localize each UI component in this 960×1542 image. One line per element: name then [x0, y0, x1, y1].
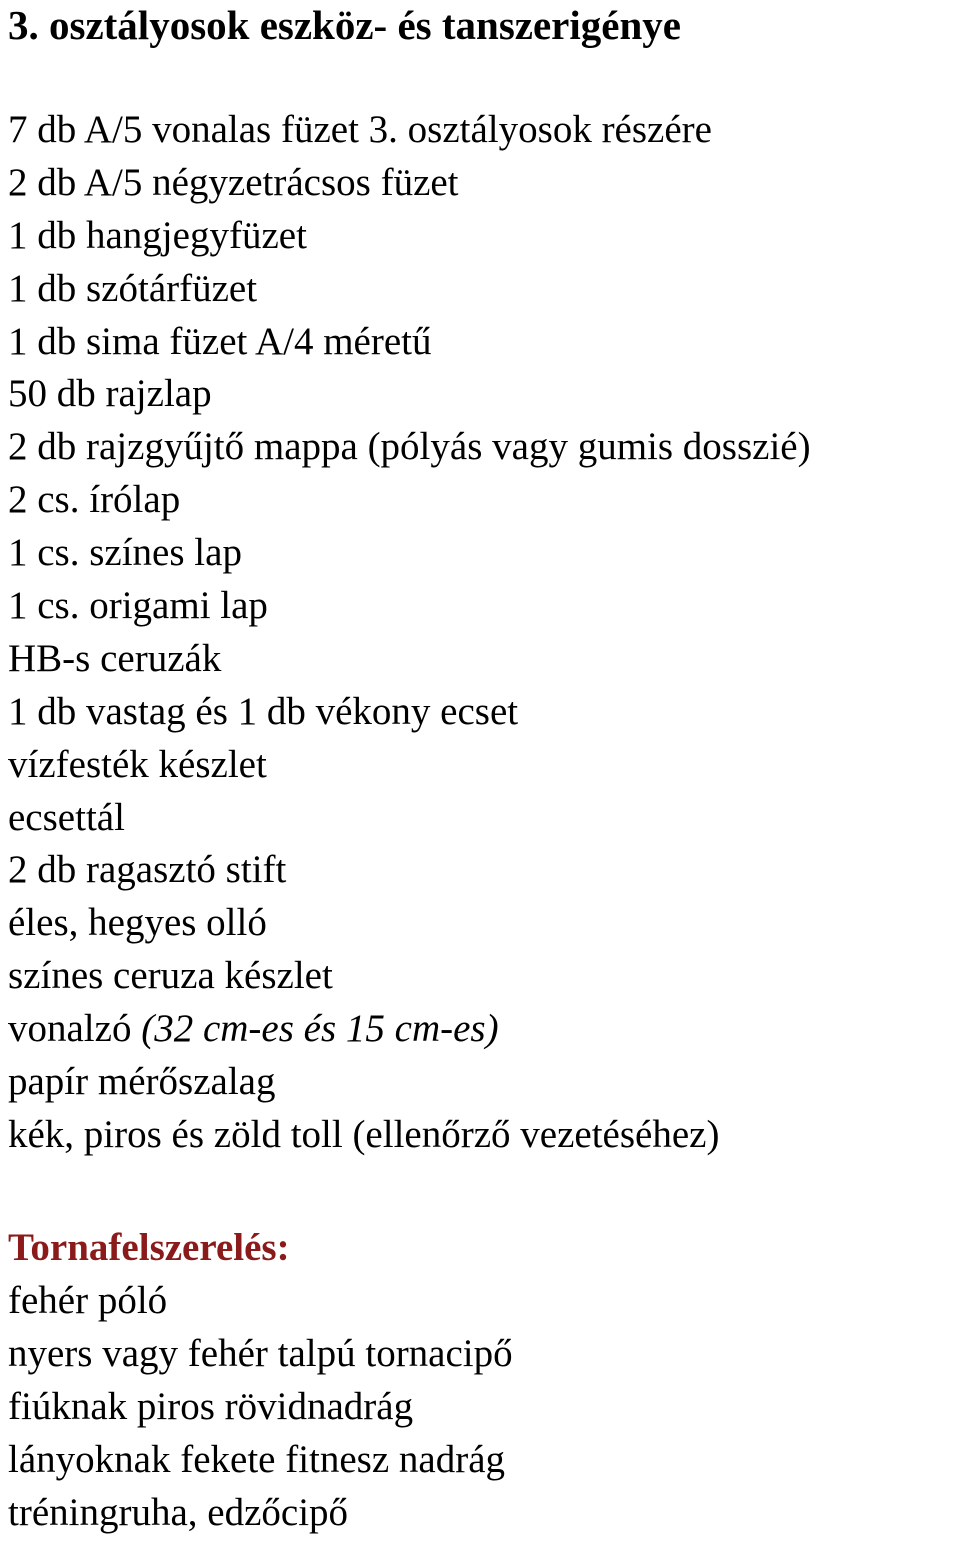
list-item: ecsettál: [8, 795, 125, 839]
list-item: tréningruha, edzőcipő: [8, 1490, 349, 1534]
list-item: 1 db hangjegyfüzet: [8, 213, 307, 257]
list-item: 1 db sima füzet A/4 méretű: [8, 319, 432, 363]
list-item: 50 db rajzlap: [8, 372, 212, 416]
ruler-list-item: [8, 1003, 811, 1056]
list-item: 1 db vastag és 1 db vékony ecset: [8, 689, 519, 733]
list-item: 2 db ragasztó stift: [8, 848, 287, 892]
list-item: lányoknak fekete fitnesz nadrág: [8, 1437, 506, 1481]
sport-equipment-list: [8, 1275, 513, 1539]
list-item: színes ceruza készlet: [8, 954, 333, 998]
list-item: 1 cs. origami lap: [8, 584, 268, 628]
document-page: [8, 0, 952, 1534]
sport-equipment-heading: Tornafelszerelés:: [8, 1226, 290, 1269]
list-item: papír mérőszalag: [8, 1060, 276, 1104]
list-item: vízfesték készlet: [8, 742, 267, 786]
ruler-label: vonalzó: [8, 1007, 142, 1051]
supplies-list: [8, 104, 811, 1162]
list-item: 7 db A/5 vonalas füzet 3. osztályosok részére: [8, 108, 712, 151]
list-item: éles, hegyes olló: [8, 901, 267, 945]
list-item: fehér póló: [8, 1279, 168, 1322]
list-item: 2 db rajzgyűjtő mappa (pólyás vagy gumis dosszié): [8, 425, 811, 469]
ruler-sizes: (32 cm-es és 15 cm-es): [141, 1007, 499, 1051]
list-item: 1 cs. színes lap: [8, 531, 242, 575]
list-item: 2 db A/5 négyzetrácsos füzet: [8, 160, 459, 204]
list-item: nyers vagy fehér talpú tornacipő: [8, 1331, 513, 1375]
document-title: 3. osztályosok eszköz- és tanszerigénye: [8, 2, 681, 48]
list-item: HB-s ceruzák: [8, 636, 222, 680]
list-item: fiúknak piros rövidnadrág: [8, 1384, 414, 1428]
list-item: kék, piros és zöld toll (ellenőrző vezetéséhez): [8, 1112, 720, 1156]
list-item: 1 db szótárfüzet: [8, 266, 258, 310]
list-item: 2 cs. írólap: [8, 478, 181, 522]
